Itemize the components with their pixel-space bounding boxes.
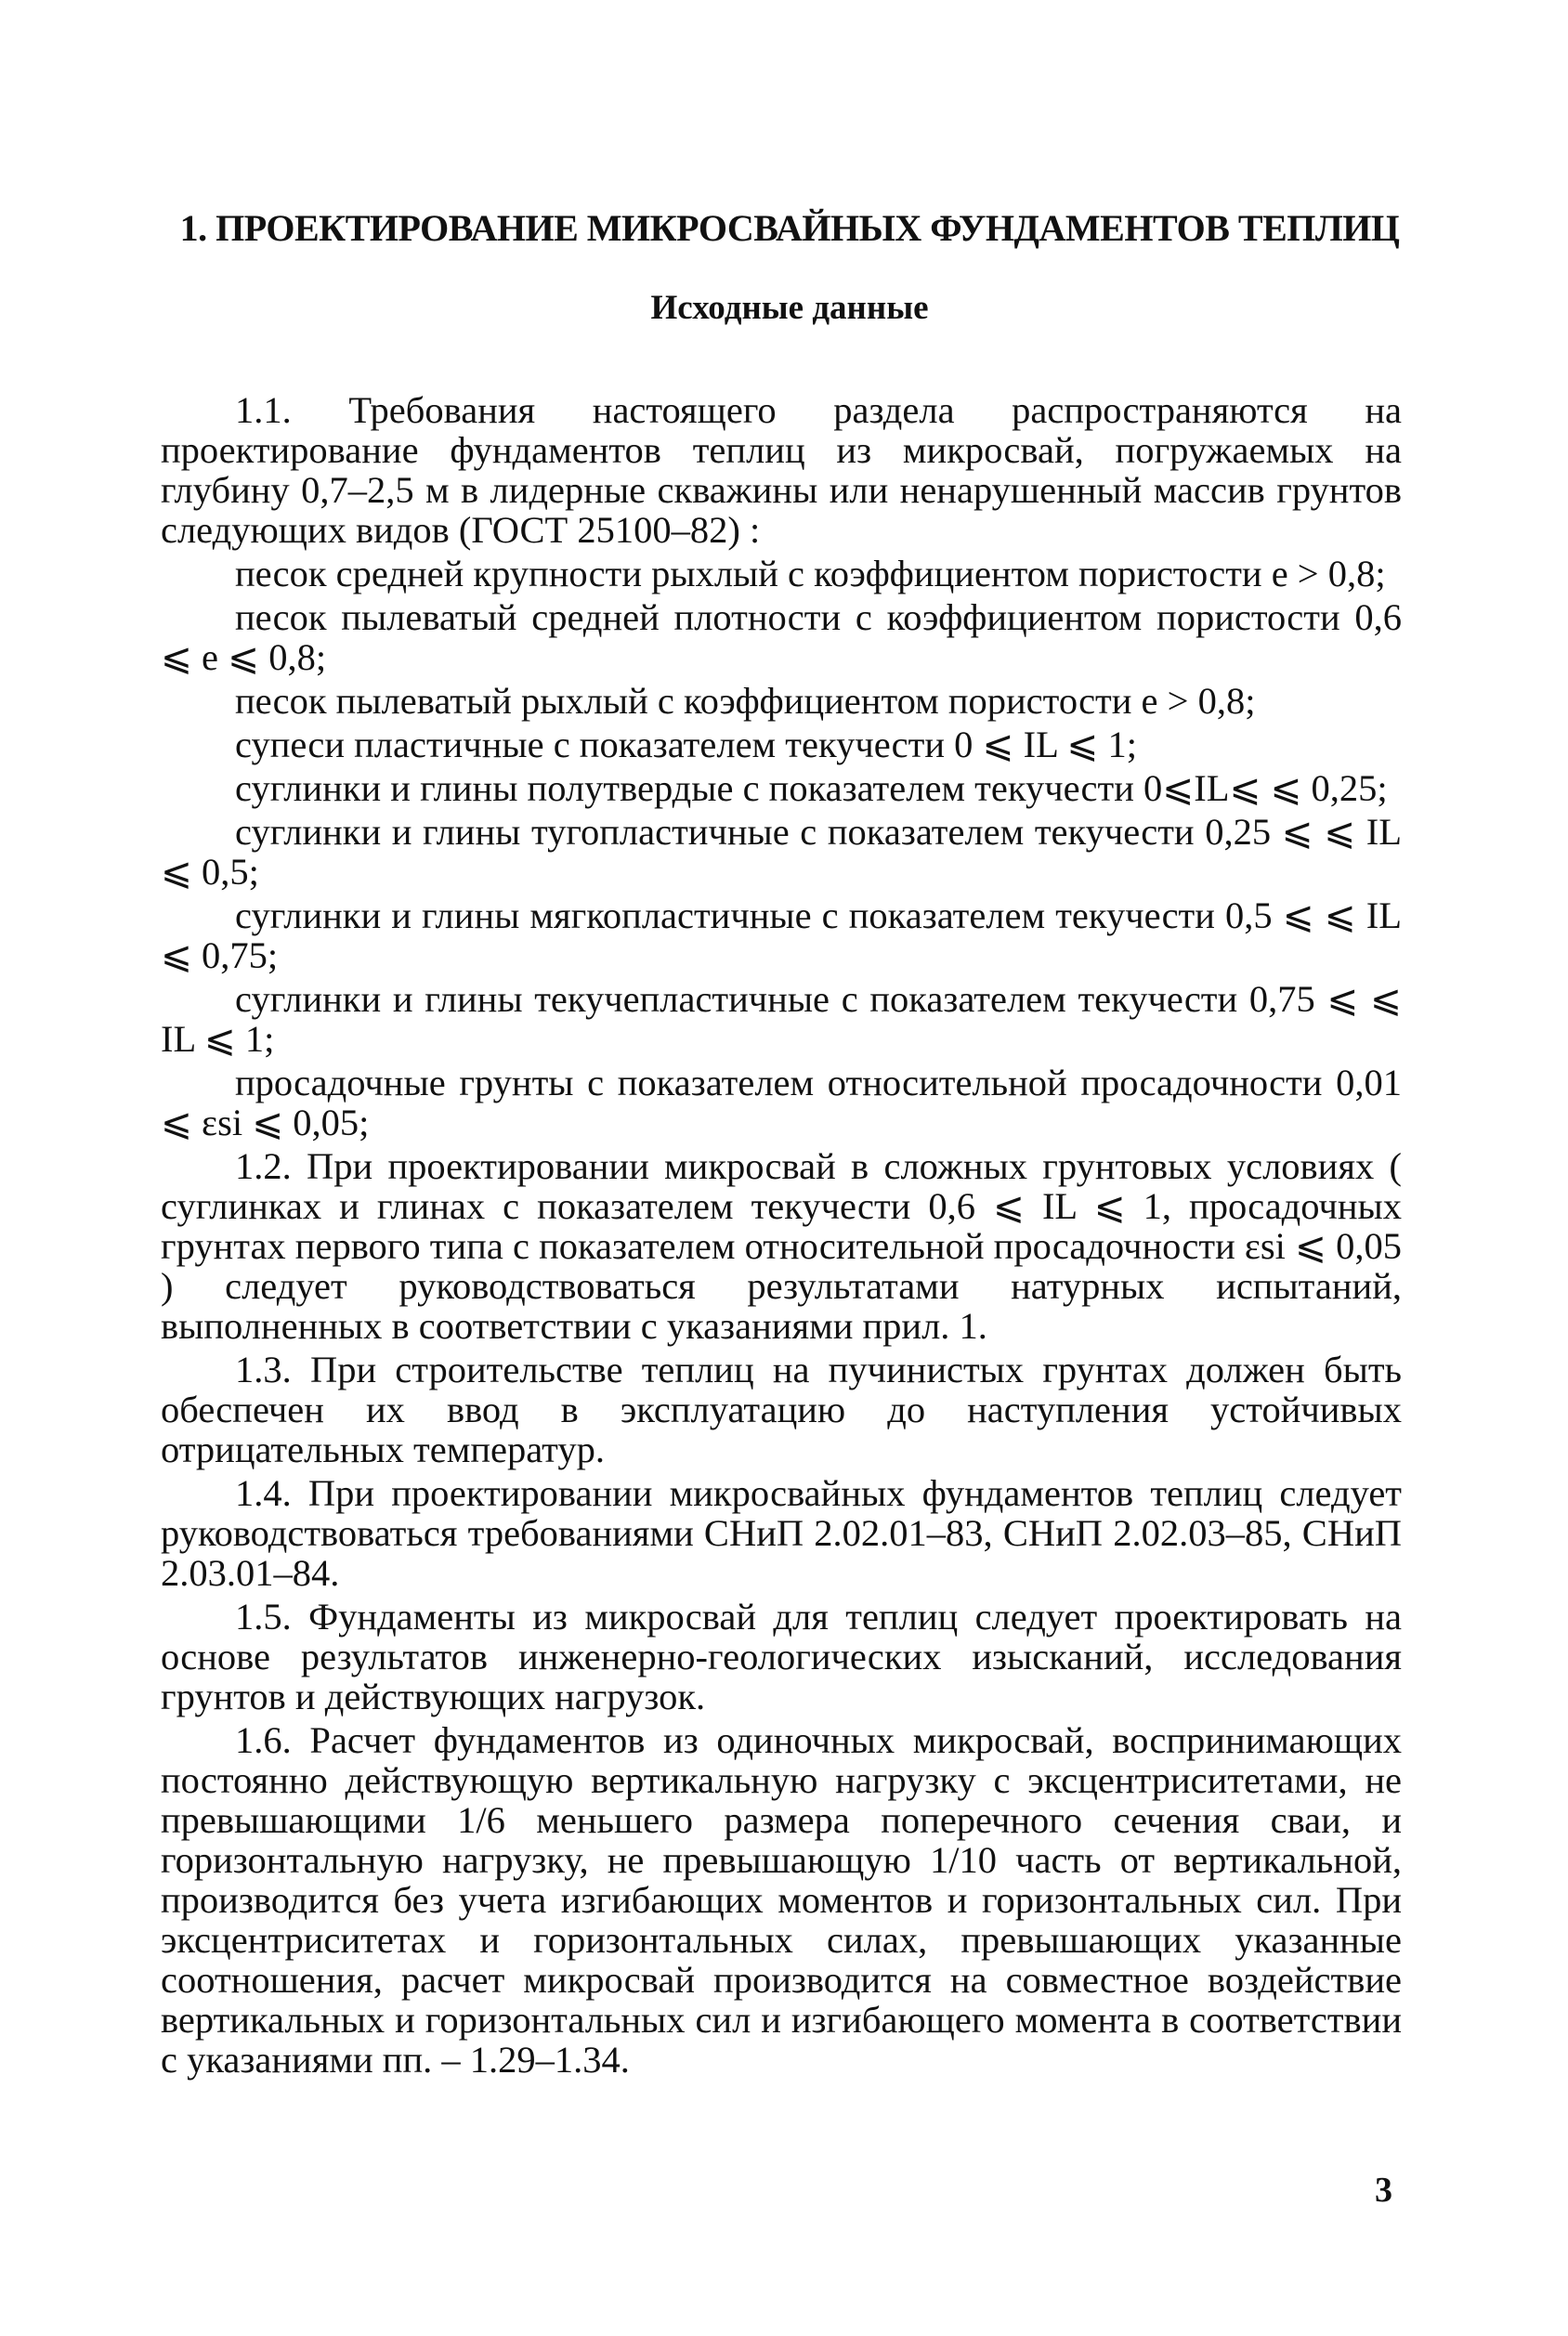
list-item: суглинки и глины текучепластичные с показателем текучести 0,75 ⩽ ⩽ IL ⩽ 1; bbox=[161, 978, 1402, 1060]
paragraph-1-3: 1.3. При строительстве теплиц на пучинистых грунтах должен быть обеспечен их ввод в эксплуатацию до наступления устойчивых отрицательных температур. bbox=[161, 1349, 1402, 1470]
list-item: суглинки и глины тугопластичные с показателем текучести 0,25 ⩽ ⩽ IL ⩽ 0,5; bbox=[161, 811, 1402, 893]
soil-types-list bbox=[161, 554, 1402, 1142]
section-heading: 1. ПРОЕКТИРОВАНИЕ МИКРОСВАЙНЫХ ФУНДАМЕНТОВ ТЕПЛИЦ bbox=[179, 207, 1400, 249]
paragraph-1-4: 1.4. При проектировании микросвайных фундаментов теплиц следует руководствоваться требованиями СНиП 2.02.01–83, СНиП 2.02.03–85, СНиП 2.03.01–84. bbox=[161, 1472, 1402, 1594]
list-item: песок средней крупности рыхлый с коэффициентом пористости e > 0,8; bbox=[235, 553, 1386, 594]
document-body bbox=[161, 390, 1402, 2080]
section-subheading: Исходные данные bbox=[650, 289, 929, 327]
list-item: суглинки и глины полутвердые с показателем текучести 0⩽IL⩽ ⩽ 0,25; bbox=[235, 767, 1388, 809]
list-item: просадочные грунты с показателем относительной просадочности 0,01 ⩽ εsi ⩽ 0,05; bbox=[161, 1062, 1402, 1143]
list-item: песок пылеватый средней плотности с коэффициентом пористости 0,6 ⩽ e ⩽ 0,8; bbox=[161, 596, 1402, 678]
page-number: 3 bbox=[1375, 2171, 1392, 2210]
paragraph-1-5: 1.5. Фундаменты из микросвай для теплиц следует проектировать на основе результатов инженерно-геологических изысканий, исследования грунтов и действующих нагрузок. bbox=[161, 1596, 1402, 1717]
list-item: песок пылеватый рыхлый с коэффициентом пористости e > 0,8; bbox=[235, 680, 1256, 722]
paragraph-1-6: 1.6. Расчет фундаментов из одиночных микросвай, воспринимающих постоянно действующую вертикальную нагрузку с эксцентриситетами, не превышающими 1/6 меньшего размера поперечного сечения сваи, и горизонтальную нагрузку, не превышающую 1/10 часть от вертикальной, производится без учета изгибающих моментов и горизонтальных сил. При эксцентриситетах и горизонтальных силах, превышающих указанные соотношения, расчет микросвай производится на совместное воздействие вертикальных и горизонтальных сил и изгибающего момента в соответствии с указаниями пп. – 1.29–1.34. bbox=[161, 1719, 1402, 2081]
list-item: суглинки и глины мягкопластичные с показателем текучести 0,5 ⩽ ⩽ IL ⩽ 0,75; bbox=[161, 894, 1402, 976]
paragraph-1-1: 1.1. Требования настоящего раздела распространяются на проектирование фундаментов теплиц из микросвай, погружаемых на глубину 0,7–2,5 м в лидерные скважины или ненарушенный массив грунтов следующих видов (ГОСТ 25100–82) : bbox=[161, 389, 1402, 551]
list-item: супеси пластичные с показателем текучести 0 ⩽ IL ⩽ 1; bbox=[235, 724, 1137, 765]
paragraph-1-2: 1.2. При проектировании микросвай в сложных грунтовых условиях ( суглинках и глинах с показателем текучести 0,6 ⩽ IL ⩽ 1, просадочных грунтах первого типа с показателем относительной просадочности εsi ⩽ 0,05 ) следует руководствоваться результатами натурных испытаний, выполненных в соответствии с указаниями прил. 1. bbox=[161, 1145, 1402, 1347]
